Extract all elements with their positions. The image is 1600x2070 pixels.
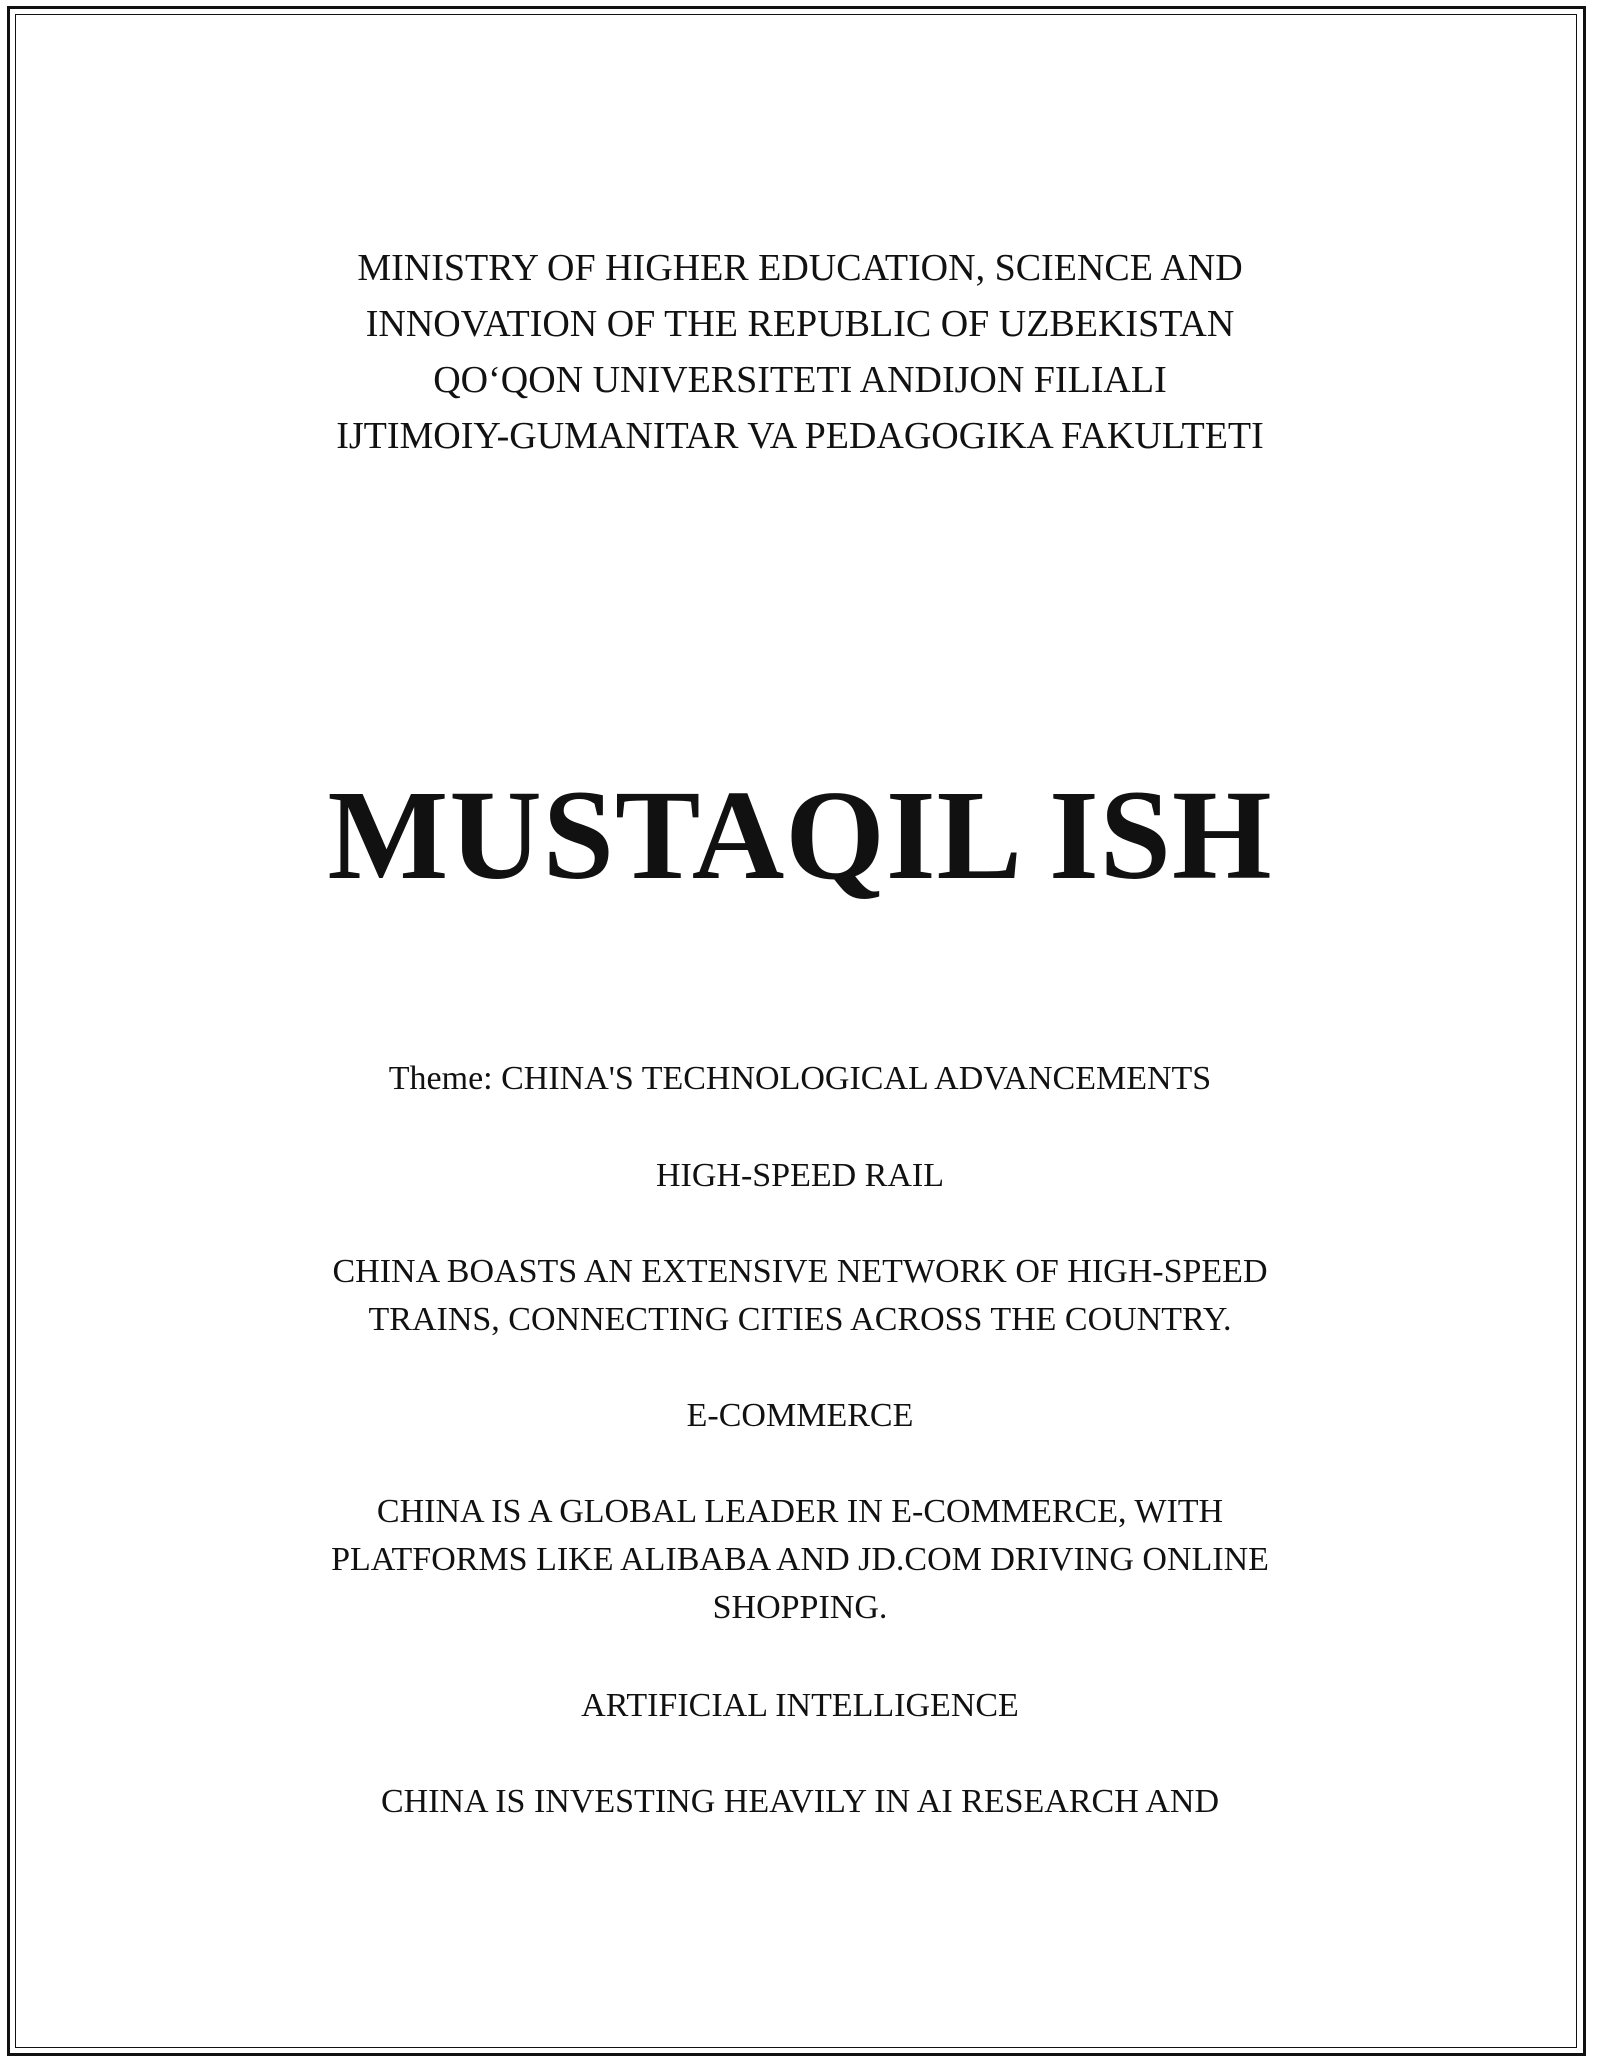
header-line-republic: INNOVATION OF THE REPUBLIC OF UZBEKISTAN	[365, 303, 1235, 345]
header-line-faculty: IJTIMOIY-GUMANITAR VA PEDAGOGIKA FAKULTETI	[336, 415, 1264, 457]
header-line-university: QO‘QON UNIVERSITETI ANDIJON FILIALI	[433, 359, 1167, 401]
section-body-ai	[240, 1778, 1360, 1826]
header-line-ministry: MINISTRY OF HIGHER EDUCATION, SCIENCE AND	[357, 247, 1243, 289]
section-body-line: CHINA IS A GLOBAL LEADER IN E-COMMERCE, WITH	[376, 1493, 1224, 1530]
section-heading-rail: HIGH-SPEED RAIL	[655, 1157, 945, 1194]
section-body-line: CHINA IS INVESTING HEAVILY IN AI RESEARCH AND	[380, 1783, 1220, 1820]
section-body-rail	[240, 1248, 1360, 1344]
page-title: MUSTAQIL ISH	[327, 764, 1273, 906]
theme-line: Theme: CHINA'S TECHNOLOGICAL ADVANCEMENTS	[388, 1060, 1212, 1097]
institution-header	[200, 240, 1400, 464]
section-body-line: SHOPPING.	[712, 1589, 888, 1626]
section-body-line: PLATFORMS LIKE ALIBABA AND JD.COM DRIVING ONLINE	[331, 1541, 1269, 1578]
section-heading-ecommerce: E-COMMERCE	[686, 1397, 914, 1434]
section-body-ecommerce	[240, 1488, 1360, 1632]
section-body-line: CHINA BOASTS AN EXTENSIVE NETWORK OF HIGH-SPEED	[332, 1253, 1268, 1290]
section-heading-ai: ARTIFICIAL INTELLIGENCE	[581, 1687, 1019, 1724]
section-body-line: TRAINS, CONNECTING CITIES ACROSS THE COUNTRY.	[368, 1301, 1232, 1338]
